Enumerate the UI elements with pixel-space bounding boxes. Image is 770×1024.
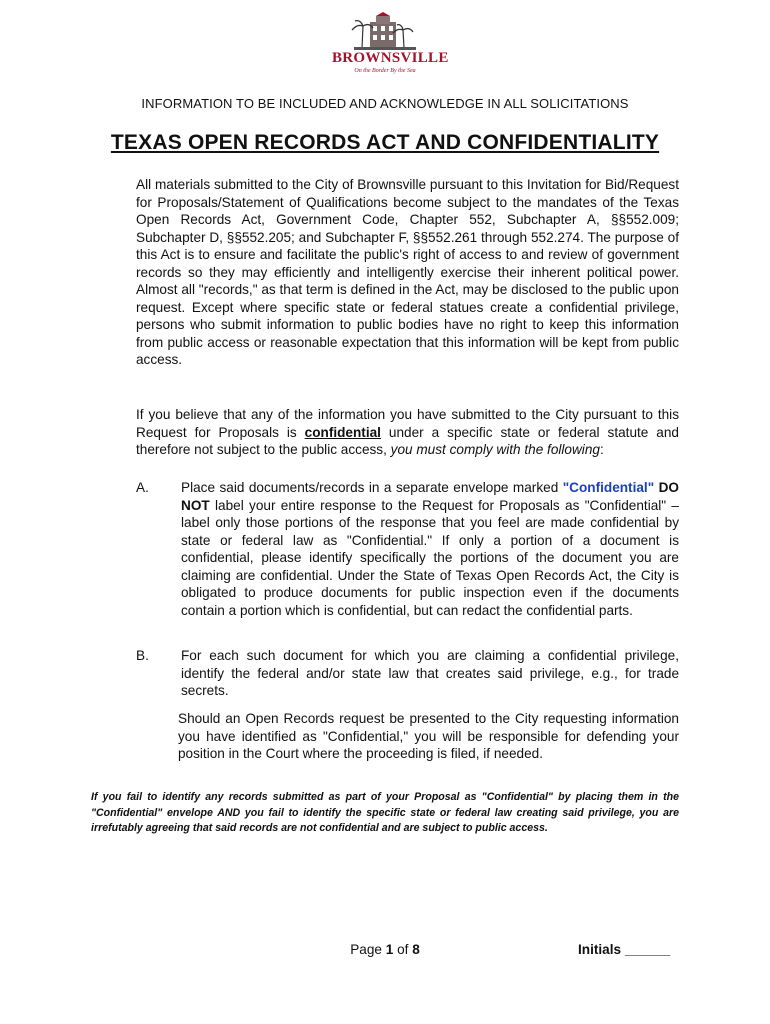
- list-item-label: A.: [136, 480, 149, 495]
- logo-tagline: On the Border By the Sea: [354, 68, 416, 74]
- confidential-emphasis: confidential: [304, 424, 381, 440]
- confidential-label: "Confidential": [562, 480, 655, 495]
- warning-note: If you fail to identify any records submitted as part of your Proposal as "Confidential" by placing them in the "Confidential" envelope AND you fail to identify the specific state or federal law creating said privilege, you are irrefutably agreeing that said records are not confidential and are subject to public access.: [91, 791, 679, 834]
- paragraph-intro: All materials submitted to the City of Brownsville pursuant to this Invitation for Bid/Request for Proposals/Statement of Qualifications become subject to the mandates of the Texas Open Records Act, Government Code, Chapter 552, Subchapter A, §§552.009; Subchapter D, §§552.205; and Subchapter F, §§552.261 through 552.274. The purpose of this Act is to ensure and facilitate the public's right of access to and review of government records so they may efficiently and intelligently exercise their inherent political power. Almost all "records," as that term is defined in the Act, may be disclosed to the public upon request. Except where specific state or federal statues create a confidential privilege, persons who submit information to public bodies have no right to keep this information from public access or reasonable expectation that this information will be kept from public access.: [136, 177, 679, 367]
- city-skyline-icon: [332, 12, 438, 52]
- paragraph-open-records-request: Should an Open Records request be presented to the City requesting information you have identified as "Confidential," you will be responsible for defending your position in the Court where the proceeding is filed, if needed.: [178, 711, 679, 761]
- paragraph-confidential-belief: If you believe that any of the information you have submitted to the City pursuant to this Request for Proposals is confidential under a specific state or federal statute and therefore not subject to the public access, you must comply with the following:: [136, 407, 679, 457]
- list-item-text: Place said documents/records in a separate envelope marked "Confidential" DO NOT label your entire response to the Request for Proposals as "Confidential" – label only those portions of the response that you feel are made confidential by state or federal law as "Confidential." If only a portion of a document is confidential, please identify specifically the portions of the document you are claiming are confidential. Under the State of Texas Open Records Act, the City is obligated to produce documents for public inspection even if the documents contain a portion which is confidential, but can redact the confidential parts.: [181, 480, 679, 618]
- list-item-text: For each such document for which you are claiming a confidential privilege, identify the federal and/or state law that creates said privilege, e.g., for trade secrets.: [181, 648, 679, 698]
- page-title: TEXAS OPEN RECORDS ACT AND CONFIDENTIALITY: [110, 131, 660, 154]
- page-subtitle: INFORMATION TO BE INCLUDED AND ACKNOWLEDGE IN ALL SOLICITATIONS: [141, 96, 629, 111]
- page-number: Page 1 of 8: [350, 942, 420, 957]
- initials-field: Initials ______: [578, 942, 671, 957]
- list-item-label: B.: [136, 648, 149, 663]
- do-not-label: DO NOT: [181, 480, 679, 513]
- brownsville-logo: [332, 12, 449, 78]
- logo-wordmark: BROWNSVILLE: [332, 50, 449, 66]
